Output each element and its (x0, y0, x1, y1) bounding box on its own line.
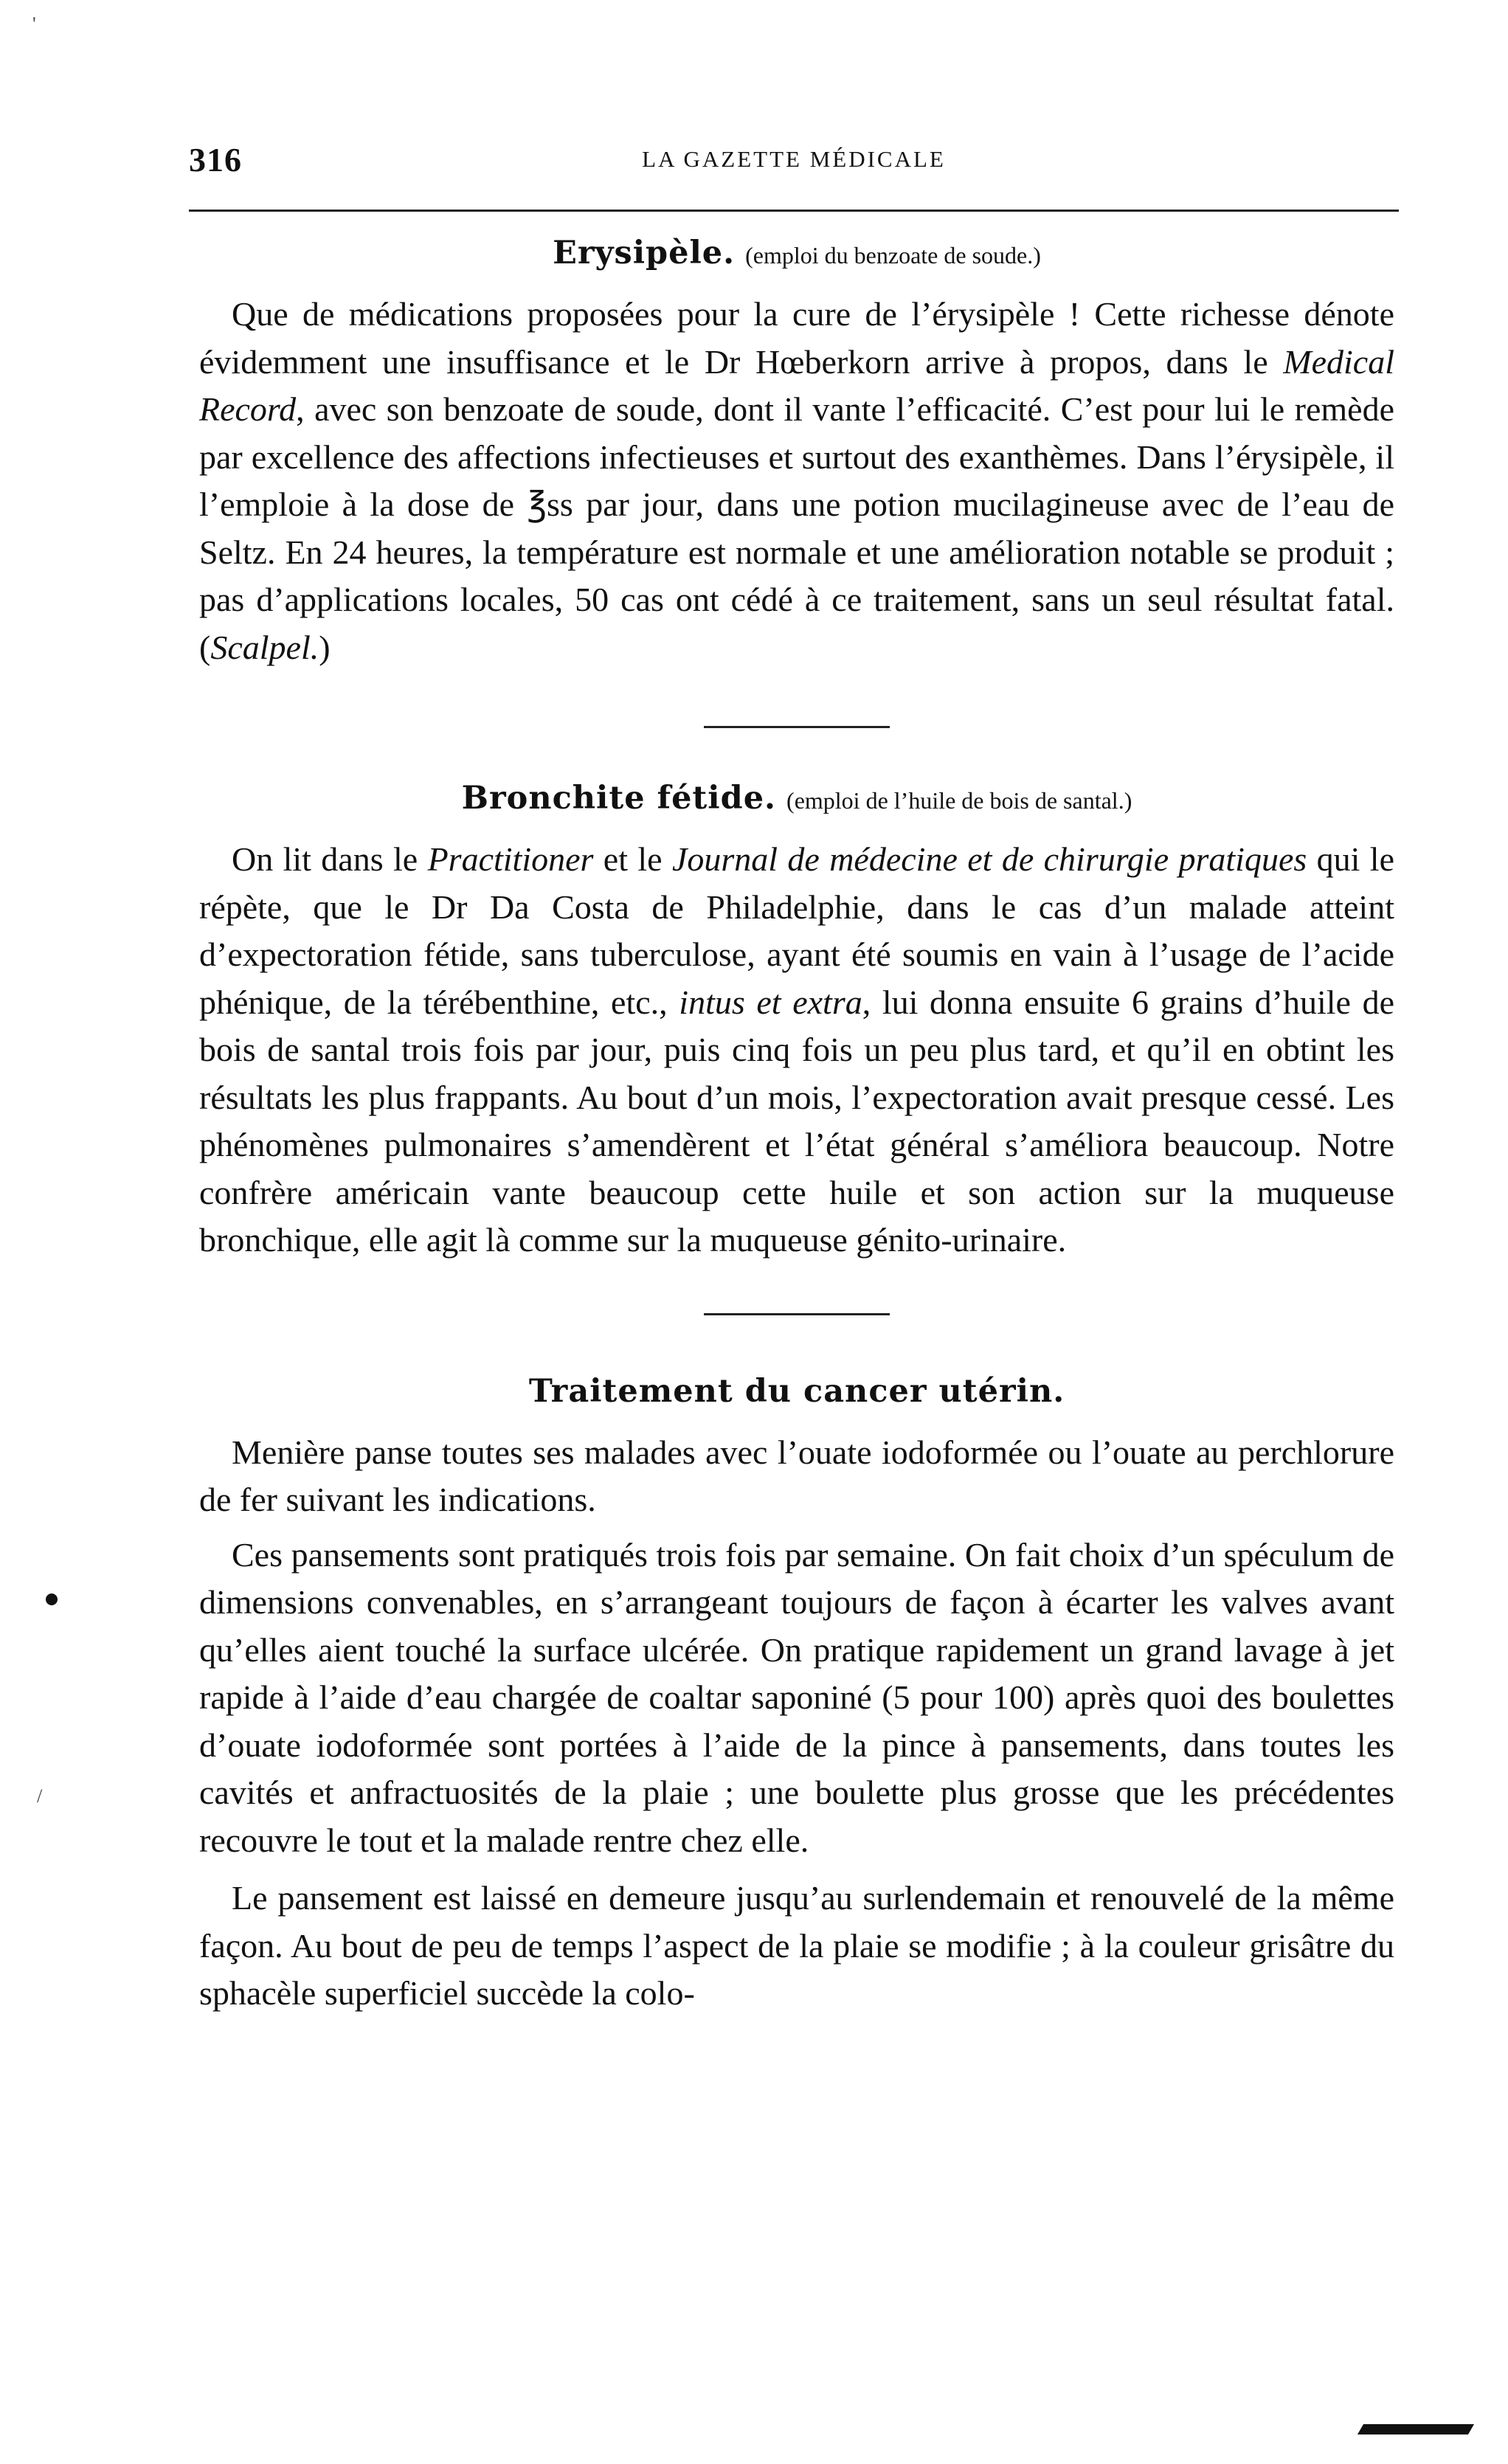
section-cancer-uterin (199, 1368, 1394, 2018)
italic-text: Medical Record (199, 342, 1394, 428)
paragraph (199, 1429, 1394, 1524)
page-number: 316 (189, 141, 242, 179)
italic-text: Practitioner (427, 840, 594, 878)
text-run: qui le répète, que le Dr Da Costa de Philadelphie, dans le cas d’un malade atteint d’expectoration fétide, sans tuberculose, ayant été soumis en vain à l’usage de l’acide phénique, de la térébenthine, etc., (199, 840, 1394, 1021)
section-title: Erysipèle. (553, 235, 736, 271)
section-title: Bronchite fétide. (461, 780, 777, 817)
text-run: Que de médications proposées pour la cure de l’érysipèle ! Cette richesse dénote évidemment une insuffisance et le Dr Hœberkorn arrive à propos, dans le (199, 295, 1394, 381)
section-heading (199, 775, 1394, 821)
text-run: et le (593, 840, 672, 878)
paragraph (199, 1875, 1394, 2018)
section-heading (199, 230, 1394, 276)
page-header (189, 140, 1399, 181)
running-head: LA GAZETTE MÉDICALE (642, 146, 946, 172)
margin-mark: ' (32, 13, 36, 35)
text-run: Le pansement est laissé en demeure jusqu’au surlendemain et renouvelé de la même façon. Au bout de peu de temps l’aspect de la plaie se modifie ; à la couleur grisâtre du sphacèle superficiel succède la colo- (199, 1879, 1394, 2012)
section-title: Traitement du cancer utérin. (528, 1372, 1065, 1410)
section-bronchite (199, 775, 1394, 1264)
article-body (199, 230, 1394, 2018)
margin-mark: / (37, 1785, 43, 1807)
text-run: ) (319, 628, 331, 666)
section-subtitle: (emploi de l’huile de bois de santal.) (786, 787, 1132, 814)
italic-text: intus et extra (679, 983, 862, 1021)
text-run: Menière panse toutes ses malades avec l’ouate iodoformée ou l’ouate au perchlorure de fer suivant les indications. (199, 1433, 1394, 1518)
section-subtitle: (emploi du benzoate de soude.) (745, 242, 1041, 269)
section-separator (704, 726, 890, 728)
text-run: , lui donna ensuite 6 grains d’huile de bois de santal trois fois par jour, puis cinq fois un peu plus tard, et qu’il en obtint les résultats les plus frappants. Au bout d’un mois, l’expectoration avait presque cessé. Les phénomènes pulmonaires s’amendèrent et l’état général s’améliora beaucoup. Notre confrère américain vante beaucoup cette huile et son action sur la muqueuse bronchique, elle agit là comme sur la muqueuse génito-urinaire. (199, 983, 1395, 1259)
text-run: On lit dans le (232, 840, 428, 878)
ink-stroke (1357, 2424, 1474, 2434)
section-separator (704, 1313, 890, 1315)
section-erysipele (199, 230, 1394, 671)
italic-text: Scalpel. (210, 628, 319, 666)
header-rule (189, 210, 1399, 212)
paragraph (199, 1532, 1394, 1865)
text-run: , avec son benzoate de soude, dont il vante l’efficacité. C’est pour lui le remède par excellence des affections infectieuses et surtout des exanthèmes. Dans l’érysipèle, il l’emploie à la dose de ℥ss par jour, dans une potion mucilagineuse avec de l’eau de Seltz. En 24 heures, la température est normale et une amélioration notable se produit ; pas d’applications locales, 50 cas ont cédé à ce traitement, sans un seul résultat fatal. ( (199, 390, 1394, 666)
paragraph (199, 836, 1394, 1264)
ink-blot (46, 1593, 58, 1605)
paragraph (199, 291, 1394, 671)
text-run: Ces pansements sont pratiqués trois fois par semaine. On fait choix d’un spéculum de dimensions convenables, en s’arrangeant toujours de façon à écarter les valves avant qu’elles aient touché la surface ulcérée. On pratique rapidement un grand lavage à jet rapide à l’aide d’eau chargée de coaltar saponiné (5 pour 100) après quoi des boulettes d’ouate iodoformée sont portées à l’aide de la pince à pansements, dans toutes les cavités et anfractuosités de la plaie ; une boulette plus grosse que les précédentes recouvre le tout et la malade rentre chez elle. (199, 1535, 1394, 1859)
italic-text: Journal de médecine et de chirurgie pratiques (671, 840, 1307, 878)
section-heading (199, 1368, 1394, 1414)
